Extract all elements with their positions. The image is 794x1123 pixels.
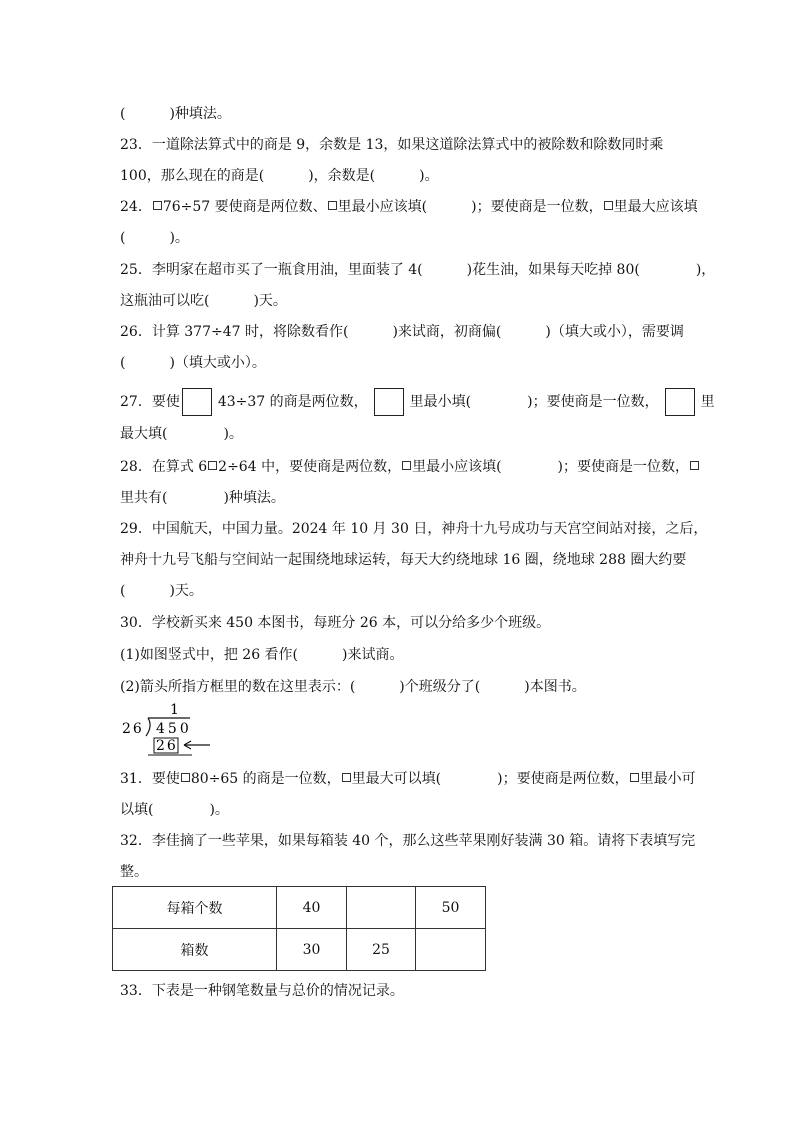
product: 26 <box>156 738 178 754</box>
q31-line1 <box>120 769 696 789</box>
text: 里最大可以填( <box>351 771 442 787</box>
row-label: 箱数 <box>113 929 277 971</box>
table-cell-blank[interactable] <box>416 929 486 971</box>
text: )；要使商是两位数， <box>497 771 629 787</box>
q26-line1 <box>120 322 684 342</box>
text: )天。 <box>253 293 287 309</box>
text: )；要使商是一位数， <box>527 394 659 410</box>
table-cell: 40 <box>277 887 347 929</box>
text: 80÷65 的商是一位数， <box>190 771 341 787</box>
q28-line2 <box>120 488 285 508</box>
q29-line2: 神舟十九号飞船与空间站一起围绕地球运转，每天大约绕地球 16 圈，绕地球 288 圈大约要 <box>120 552 687 568</box>
q31-line2 <box>120 800 229 820</box>
text: )。 <box>223 426 243 442</box>
square-placeholder-icon <box>604 201 613 210</box>
text: ( <box>120 230 126 246</box>
text: ( <box>120 355 126 371</box>
text: )个班级分了( <box>399 679 481 695</box>
q23-line2 <box>120 166 439 186</box>
text: 里共有( <box>120 490 168 506</box>
q24-line2 <box>120 228 189 248</box>
text: 43÷37 的商是两位数， <box>217 394 368 410</box>
q30-part1 <box>120 645 403 665</box>
square-box-icon <box>374 388 404 416</box>
text: 以填( <box>120 802 154 818</box>
text: )，余数是( <box>308 168 376 184</box>
text: )。 <box>209 802 229 818</box>
prev-question-tail <box>120 104 231 124</box>
divisor: 26 <box>122 721 144 737</box>
text: )种填法。 <box>223 490 285 506</box>
text: 最大填( <box>120 426 168 442</box>
text: 28．在算式 6 <box>120 459 208 475</box>
text: )天。 <box>169 583 203 599</box>
text: 25．李明家在超市买了一瓶食用油，里面装了 4( <box>120 262 423 278</box>
text: 100，那么现在的商是( <box>120 168 265 184</box>
text: )；要使商是一位数， <box>557 459 690 475</box>
text: 里最小应该填( <box>337 199 428 215</box>
table-cell: 30 <box>277 929 347 971</box>
long-division-diagram <box>120 700 230 758</box>
dividend: 450 <box>156 721 192 737</box>
text: (1)如图竖式中，把 26 看作( <box>120 647 299 663</box>
table-cell: 25 <box>347 929 416 971</box>
text: 27．要使 <box>120 394 180 410</box>
text: 里最大应该填 <box>613 199 698 215</box>
table-cell-blank[interactable] <box>347 887 416 929</box>
q32-line1: 32．李佳摘了一些苹果，如果每箱装 40 个，那么这些苹果刚好装满 30 箱。请将下表填写完 <box>120 833 696 849</box>
text: )花生油，如果每天吃掉 80( <box>466 262 640 278</box>
text: )（填大或小），需要调 <box>545 324 684 340</box>
square-placeholder-icon <box>328 201 337 210</box>
text: 31．要使 <box>120 771 180 787</box>
text: (2)箭头所指方框里的数在这里表示：( <box>120 679 356 695</box>
q26-line2 <box>120 353 266 373</box>
text: )， <box>695 262 716 278</box>
square-placeholder-icon <box>153 201 162 210</box>
text: )；要使商是一位数， <box>471 199 603 215</box>
text: ( <box>120 106 126 122</box>
square-placeholder-icon <box>208 461 217 470</box>
q29-line1: 29．中国航天，中国力量。2024 年 10 月 30 日，神舟十九号成功与天宫空间站对接，之后， <box>120 521 708 537</box>
text: )来试商，初商偏( <box>392 324 502 340</box>
text: 26．计算 377÷47 时，将除数看作( <box>120 324 349 340</box>
square-box-icon <box>182 388 212 416</box>
q28-line1 <box>120 457 700 477</box>
question-number: 24． <box>120 199 152 215</box>
square-placeholder-icon <box>402 461 411 470</box>
q24-line1 <box>120 197 698 217</box>
quotient: 1 <box>170 702 179 718</box>
division-bracket <box>146 718 150 736</box>
q27-line2 <box>120 424 243 444</box>
q23-line1: 23．一道除法算式中的商是 9，余数是 13，如果这道除法算式中的被除数和除数同时乘 <box>120 137 664 153</box>
q29-line3 <box>120 581 203 601</box>
square-placeholder-icon <box>630 773 639 782</box>
text: 2÷64 中，要使商是两位数， <box>218 459 402 475</box>
square-placeholder-icon <box>181 773 190 782</box>
text: 里最小填( <box>409 394 472 410</box>
q25-line2 <box>120 291 287 311</box>
text: )种填法。 <box>169 106 231 122</box>
text: )本图书。 <box>524 679 586 695</box>
q30-line1: 30．学校新买来 450 本图书，每班分 26 本，可以分给多少个班级。 <box>120 615 551 631</box>
square-box-icon <box>665 388 695 416</box>
text: )。 <box>419 168 439 184</box>
row-label: 每箱个数 <box>113 887 277 929</box>
q25-line1 <box>120 260 715 280</box>
table-row <box>113 929 486 971</box>
text: )（填大或小）。 <box>169 355 266 371</box>
square-placeholder-icon <box>342 773 351 782</box>
text: 76÷57 要使商是两位数、 <box>162 199 327 215</box>
text: 里最小应该填( <box>412 459 502 475</box>
text: )。 <box>169 230 189 246</box>
square-placeholder-icon <box>690 461 699 470</box>
q32-table <box>112 886 486 971</box>
text: 里最小可 <box>639 771 696 787</box>
text: 里 <box>700 394 715 410</box>
q32-line2: 整。 <box>120 864 148 880</box>
q33-line1: 33．下表是一种钢笔数量与总价的情况记录。 <box>120 983 404 999</box>
text: 这瓶油可以吃( <box>120 293 210 309</box>
text: ( <box>120 583 126 599</box>
q30-part2 <box>120 677 586 697</box>
table-cell: 50 <box>416 887 486 929</box>
table-row <box>113 887 486 929</box>
q27-line1 <box>120 388 715 416</box>
text: )来试商。 <box>342 647 404 663</box>
